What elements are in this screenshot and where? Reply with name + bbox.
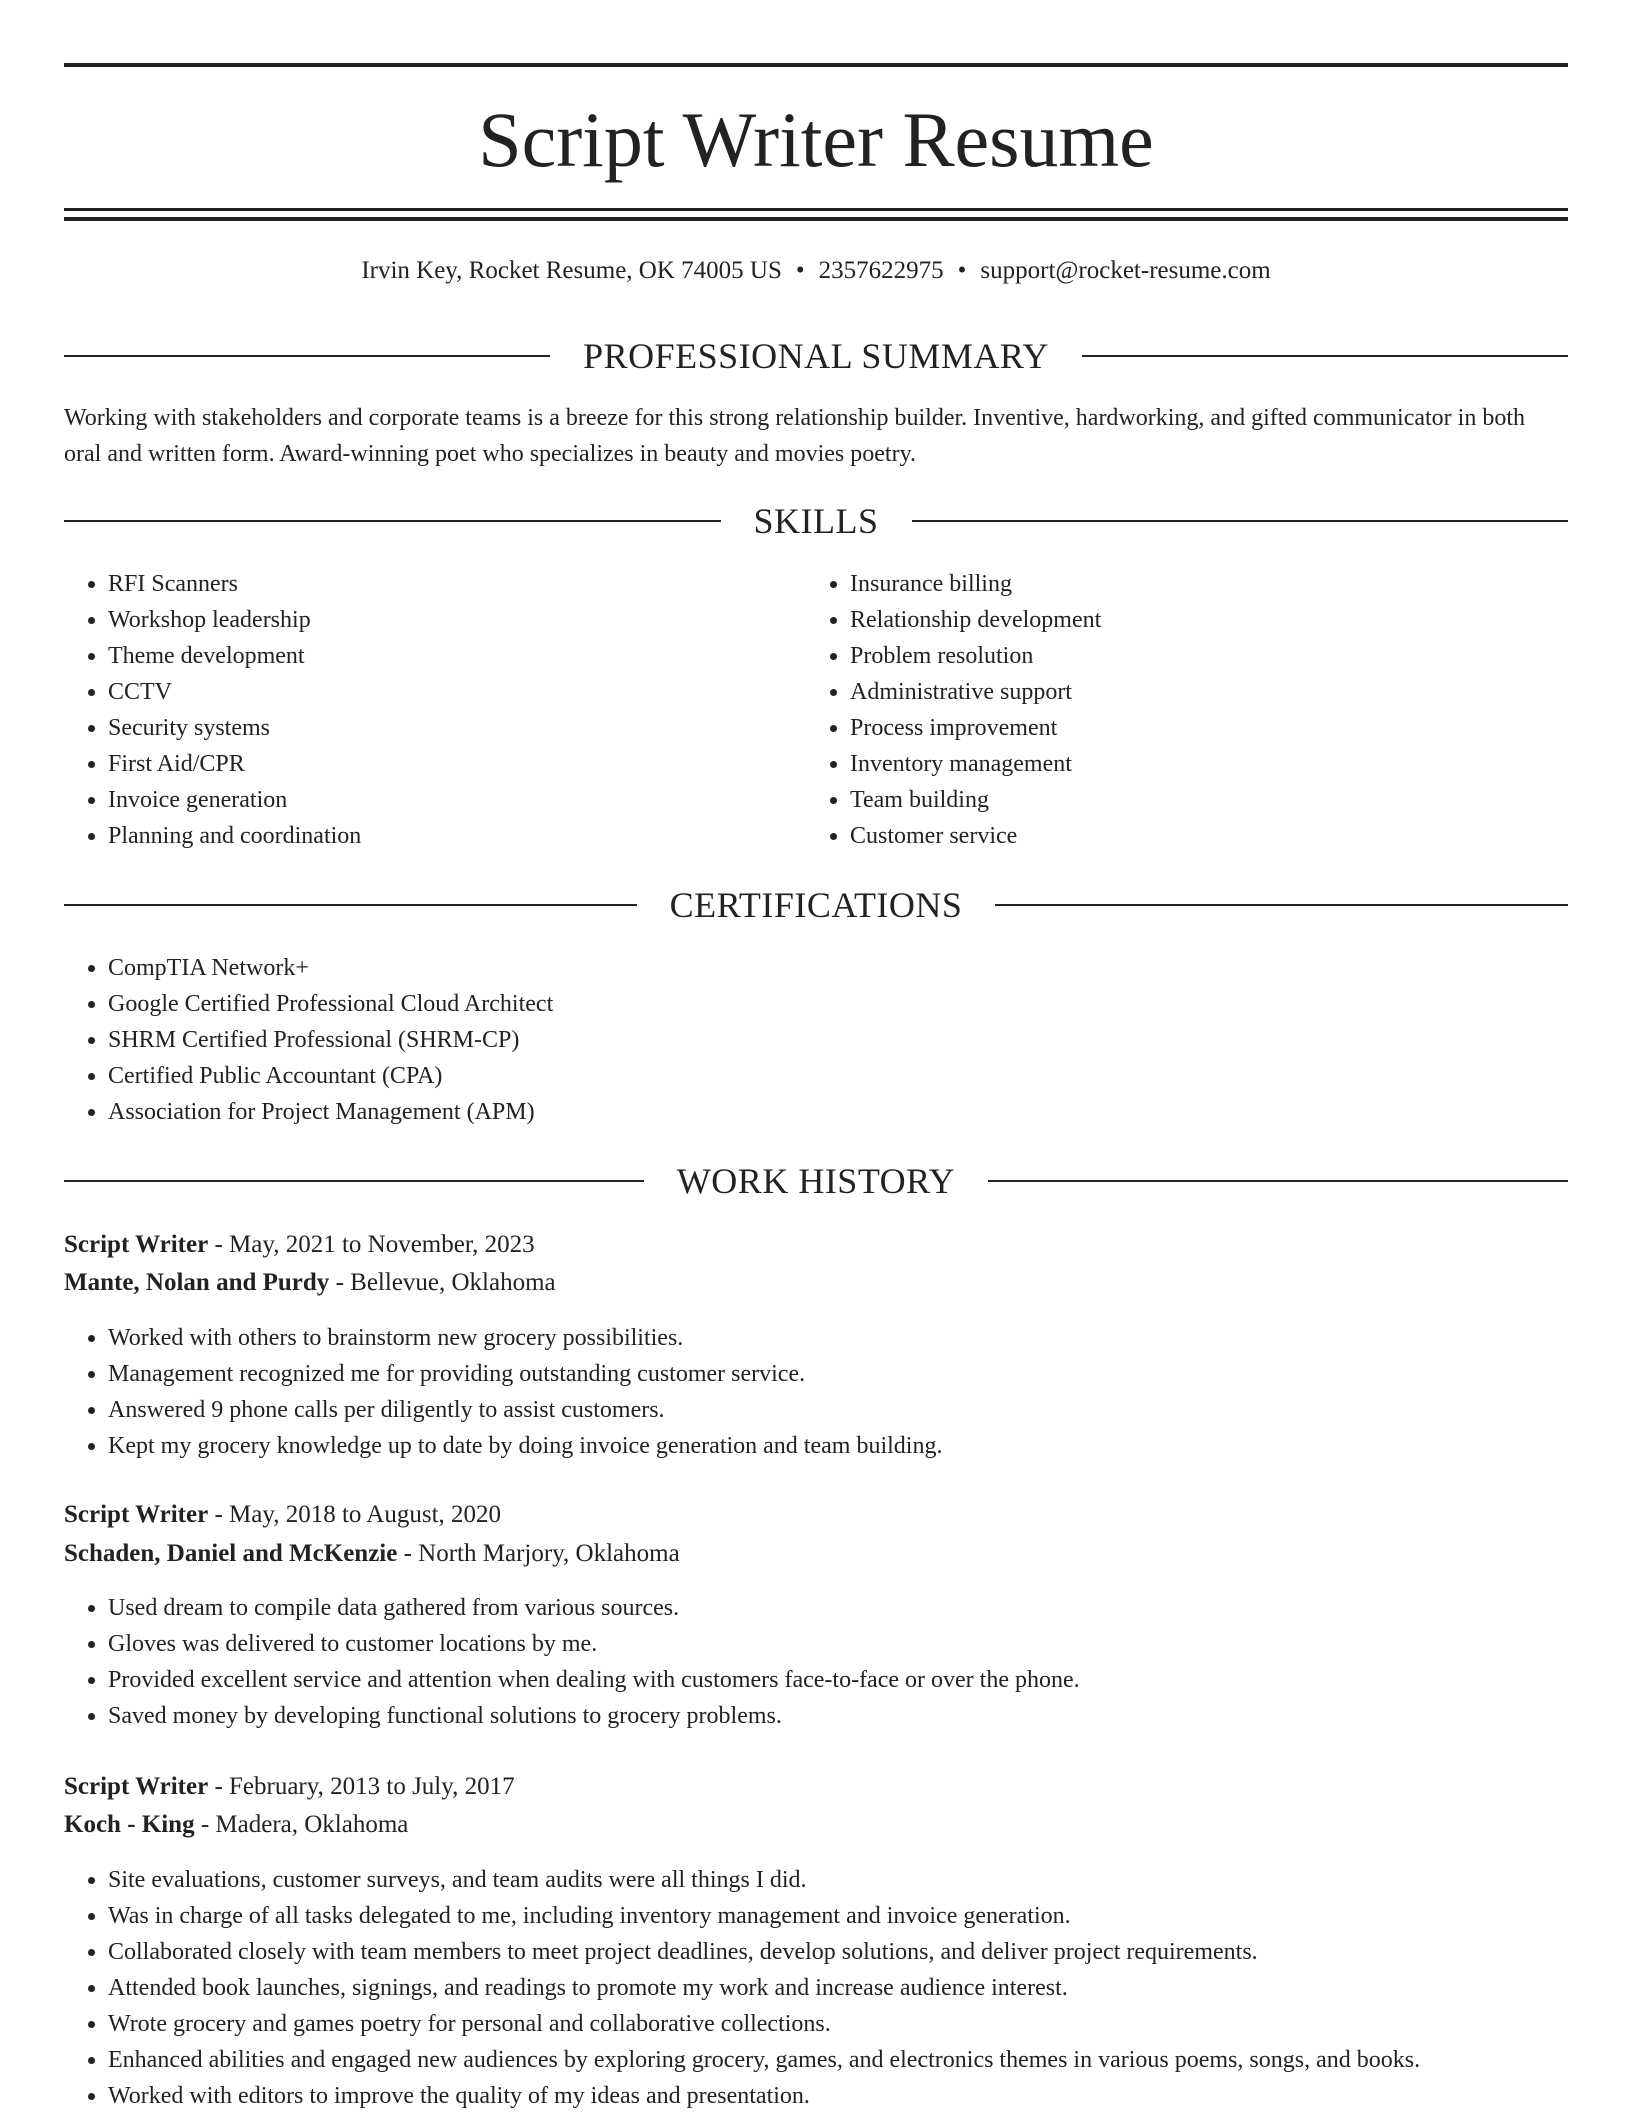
job-title-line — [64, 1768, 1568, 1806]
skill-item: • Invoice generation — [108, 782, 808, 818]
skill-item: • Customer service — [850, 818, 1550, 854]
job-dates: - May, 2021 to November, 2023 — [208, 1231, 535, 1258]
job-company: Schaden, Daniel and McKenzie — [64, 1540, 398, 1567]
summary-heading: PROFESSIONAL SUMMARY — [583, 336, 1049, 376]
job-company: Mante, Nolan and Purdy — [64, 1269, 330, 1296]
heading-rule — [995, 904, 1568, 906]
certification-item: • SHRM Certified Professional (SHRM-CP) — [108, 1022, 1568, 1058]
skill-item: • Theme development — [108, 638, 808, 674]
skill-item: • Planning and coordination — [108, 818, 808, 854]
skill-item: • CCTV — [108, 674, 808, 710]
job-title-line — [64, 1226, 1568, 1264]
skill-item: • Insurance billing — [850, 566, 1550, 602]
heading-rule — [988, 1180, 1568, 1182]
heading-rule — [64, 520, 721, 522]
job-company-line — [64, 1264, 1568, 1302]
job-bullet: • Management recognized me for providing outstanding customer service. — [108, 1356, 1568, 1392]
job-bullet: • Used dream to compile data gathered from various sources. — [108, 1590, 1568, 1626]
skill-item: • Team building — [850, 782, 1550, 818]
skills-list-left — [64, 566, 808, 854]
job-bullets — [64, 1590, 1568, 1734]
title-bottom-rule — [64, 208, 1568, 211]
job-bullet: • Site evaluations, customer surveys, and team audits were all things I did. — [108, 1862, 1568, 1898]
skills-heading: SKILLS — [753, 501, 879, 541]
heading-rule — [64, 355, 550, 357]
work-history-section-heading — [64, 1159, 1568, 1203]
certifications-section-heading — [64, 883, 1568, 927]
contact-phone: 2357622975 — [818, 257, 944, 284]
contact-separator: • — [957, 257, 967, 284]
job-company: Koch - King — [64, 1811, 195, 1838]
certifications-heading: CERTIFICATIONS — [669, 885, 963, 925]
contact-separator: • — [795, 257, 805, 284]
certification-item: • CompTIA Network+ — [108, 950, 1568, 986]
job-bullet: • Gloves was delivered to customer locations by me. — [108, 1626, 1568, 1662]
job-company-line — [64, 1535, 1568, 1573]
skill-item: • Process improvement — [850, 710, 1550, 746]
heading-rule — [1082, 355, 1568, 357]
skills-list-right — [806, 566, 1550, 854]
job-company-line — [64, 1806, 1568, 1844]
resume-title: Script Writer Resume — [478, 96, 1154, 183]
heading-rule — [64, 904, 637, 906]
contact-email: support@rocket-resume.com — [980, 257, 1271, 284]
certification-item: • Google Certified Professional Cloud Architect — [108, 986, 1568, 1022]
job-dates: - February, 2013 to July, 2017 — [208, 1773, 515, 1800]
summary-text: Working with stakeholders and corporate teams is a breeze for this strong relationship builder. Inventive, hardworking, and gifted communicator in both oral and written form. Award-winning poet who specializes in beauty and movies poetry. — [64, 405, 1526, 467]
job-bullet: • Provided excellent service and attention when dealing with customers face-to-face or over the phone. — [108, 1662, 1568, 1698]
job-role: Script Writer — [64, 1231, 209, 1258]
job-location: - Bellevue, Oklahoma — [329, 1269, 556, 1296]
contact-address: Irvin Key, Rocket Resume, OK 74005 US — [361, 257, 782, 284]
heading-rule — [64, 1180, 644, 1182]
job-bullets — [64, 1320, 1568, 1464]
skill-item: • Administrative support — [850, 674, 1550, 710]
skill-item: • First Aid/CPR — [108, 746, 808, 782]
contact-line — [64, 253, 1568, 289]
job-bullet: • Saved money by developing functional solutions to grocery problems. — [108, 1698, 1568, 1734]
skill-item: • Security systems — [108, 710, 808, 746]
title-top-rule — [64, 63, 1568, 67]
job-bullet: • Kept my grocery knowledge up to date by doing invoice generation and team building. — [108, 1428, 1568, 1464]
job-bullet: • Answered 9 phone calls per diligently to assist customers. — [108, 1392, 1568, 1428]
job-role: Script Writer — [64, 1501, 209, 1528]
title-bottom-rule-double — [64, 217, 1568, 221]
certification-item: • Certified Public Accountant (CPA) — [108, 1058, 1568, 1094]
job-role: Script Writer — [64, 1773, 209, 1800]
heading-rule — [912, 520, 1569, 522]
skill-item: • RFI Scanners — [108, 566, 808, 602]
job-bullet: • Was in charge of all tasks delegated to me, including inventory management and invoice generation. — [108, 1898, 1568, 1934]
certifications-list — [64, 950, 1568, 1130]
job-location: - Madera, Oklahoma — [194, 1811, 409, 1838]
skill-item: • Workshop leadership — [108, 602, 808, 638]
job-bullet: • Worked with others to brainstorm new grocery possibilities. — [108, 1320, 1568, 1356]
job-bullet: • Collaborated closely with team members to meet project deadlines, develop solutions, and deliver project requirements. — [108, 1934, 1568, 1970]
skill-item: • Inventory management — [850, 746, 1550, 782]
job-bullet: • Worked with editors to improve the quality of my ideas and presentation. — [108, 2078, 1568, 2114]
job-bullet: • Wrote grocery and games poetry for personal and collaborative collections. — [108, 2006, 1568, 2042]
skills-section-heading — [64, 499, 1568, 543]
job-bullet: • Attended book launches, signings, and readings to promote my work and increase audience interest. — [108, 1970, 1568, 2006]
job-dates: - May, 2018 to August, 2020 — [208, 1501, 502, 1528]
job-location: - North Marjory, Oklahoma — [397, 1540, 680, 1567]
skill-item: • Problem resolution — [850, 638, 1550, 674]
job-bullets — [64, 1862, 1568, 2114]
certification-item: • Association for Project Management (APM) — [108, 1094, 1568, 1130]
job-title-line — [64, 1496, 1568, 1534]
summary-section-heading — [64, 334, 1568, 378]
job-bullet: • Enhanced abilities and engaged new audiences by exploring grocery, games, and electronics themes in various poems, songs, and books. — [108, 2042, 1568, 2078]
skill-item: • Relationship development — [850, 602, 1550, 638]
work-history-heading: WORK HISTORY — [676, 1161, 956, 1201]
